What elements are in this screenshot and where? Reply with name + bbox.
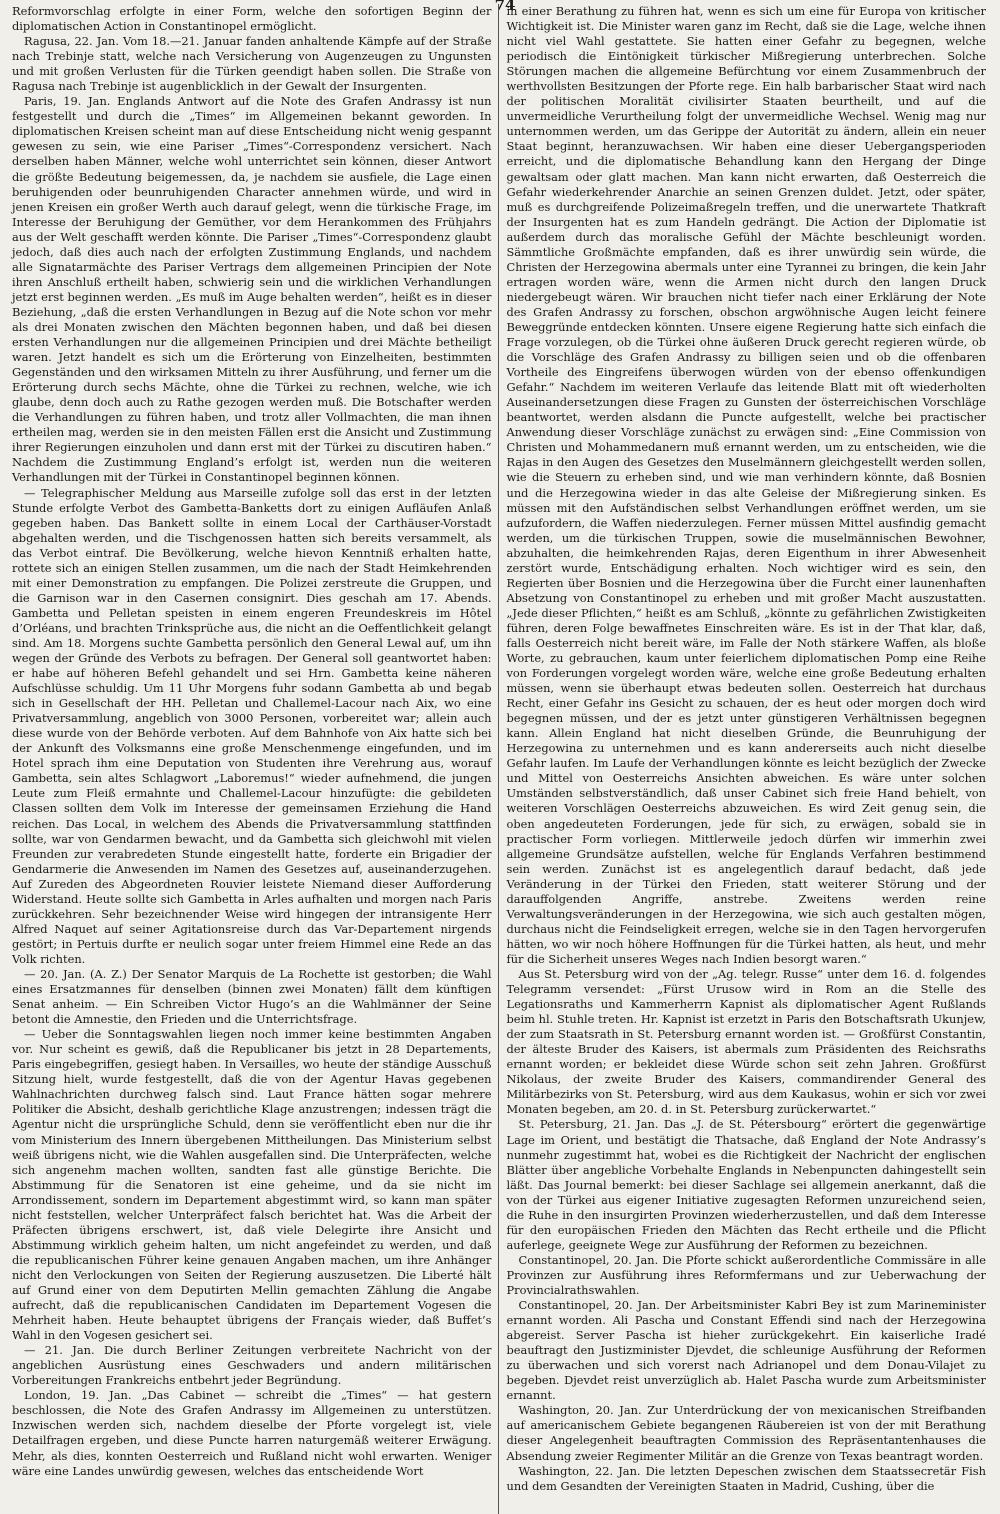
paragraph: Constantinopel, 20. Jan. Der Arbeitsminister Kabri Bey ist zum Marineminister ernannt worden. Ali Pascha und Constant Effendi sind nach der Herzegowina abgereist. Server Pascha ist hieher zurückgekehrt. Ein kaiserliche Iradé beauftragt den Justizminister Djevdet, die schleunige Ausführung der Reformen zu überwachen und sich vorerst nach Adrianopel und dem Donau-Vilajet zu begeben. Djevdet reist unverzüglich ab. Halet Pascha wurde zum Arbeitsminister ernannt.	[506, 1298, 986, 1403]
paragraph: London, 19. Jan. „Das Cabinet — schreibt die „Times“ — hat gestern beschlossen, die Note des Grafen Andrassy im Allgemeinen zu unterstützen. Inzwischen werden sich, nachdem dieselbe der Pforte vorgelegt ist, viele Detailfragen ergeben, und diese Puncte harren naturgemäß weiterer Erwägung. Mehr, als dies, konnten Oesterreich und Rußland nicht wohl erwarten. Weniger wäre eine Landes unwürdig gewesen, welches das entscheidende Wort	[12, 1388, 492, 1478]
right-column	[498, 4, 993, 1514]
paragraph: — Ueber die Sonntagswahlen liegen noch immer keine bestimmten Angaben vor. Nur scheint es gewiß, daß die Republicaner bis jetzt in 28 Departements, Paris eingebegriffen, gesiegt haben. In Versailles, wo heute der ständige Ausschuß Sitzung hielt, wurde festgestellt, daß die von der Agentur Havas gegebenen Wahlnachrichten durchweg falsch sind. Laut France hätten sogar mehrere Politiker die Absicht, deshalb gerichtliche Klage anzustrengen; indessen trägt die Agentur nicht die ursprüngliche Schuld, denn sie veröffentlicht eben nur die ihr vom Ministerium des Innern übergebenen Mittheilungen. Das Ministerium selbst weiß übrigens nicht, wie die Wahlen ausgefallen sind. Die Unterpräfecten, welche sich angenehm machen wollten, sandten fast alle günstige Berichte. Die Abstimmung für die Senatoren ist eine geheime, und da sie nicht im Arrondissement, sondern im Departement abgestimmt wird, so kann man später nicht feststellen, welcher Unterpräfect falsch berichtet hat. Was die Arbeit der Präfecten übrigens erschwert, ist, daß viele Delegirte ihre Ansicht und Abstimmung wirklich geheim halten, um nicht angefeindet zu werden, und daß die republicanischen Führer keine genauen Angaben machen, um ihre Anhänger nicht den Verlockungen von Seiten der Regierung auszusetzen. Die Liberté hält auf Grund einer von dem Deputirten Mellin gemachten Zählung die Angabe aufrecht, daß die republicanischen Candidaten im Departement Vogesen die Mehrheit haben. Heute behauptet übrigens der Français wieder, daß Buffet’s Wahl in den Vogesen gesichert sei.	[12, 1027, 492, 1343]
paragraph: Reformvorschlag erfolgte in einer Form, welche den sofortigen Beginn der diplomatischen Action in Constantinopel ermöglicht.	[12, 4, 492, 34]
paragraph: St. Petersburg, 21. Jan. Das „J. de St. Pétersbourg“ erörtert die gegenwärtige Lage im Orient, und bestätigt die Thatsache, daß England der Note Andrassy’s nunmehr zugestimmt hat, wobei es die Richtigkeit der Nachricht der englischen Blätter über angebliche Vorbehalte Englands in Nebenpuncten dahingestellt sein läßt. Das Journal bemerkt: bei dieser Sachlage sei allgemein anerkannt, daß die von der Türkei aus eigener Initiative zugesagten Reformen unzureichend seien, die Ruhe in den insurgirten Provinzen wiederherzustellen, und daß dem Interesse für den europäischen Frieden den Mächten das Recht ertheile und die Pflicht auferlege, geeignete Wege zur Ausführung der Reformen zu bezeichnen.	[506, 1117, 986, 1252]
paragraph: Ragusa, 22. Jan. Vom 18.—21. Januar fanden anhaltende Kämpfe auf der Straße nach Trebinje statt, welche nach Versicherung von Augenzeugen zu Ungunsten und mit großen Verlusten für die Türken geendigt haben sollen. Die Straße von Ragusa nach Trebinje ist augenblicklich in der Gewalt der Insurgenten.	[12, 34, 492, 94]
paragraph: Washington, 20. Jan. Zur Unterdrückung der von mexicanischen Streifbanden auf americanischem Gebiete begangenen Räubereien ist von der mit Berathung dieser Angelegenheit beauftragten Commission des Repräsentantenhauses die Absendung zweier Regimenter Militär an die Grenze von Texas beantragt worden.	[506, 1403, 986, 1463]
paragraph: Paris, 19. Jan. Englands Antwort auf die Note des Grafen Andrassy ist nun festgestellt und durch die „Times“ im Allgemeinen bekannt geworden. In diplomatischen Kreisen scheint man auf diese Entscheidung nicht wenig gespannt gewesen zu sein, wie eine Pariser „Times“-Correspondenz versichert. Nach derselben haben Männer, welche wohl unterrichtet sein können, dieser Antwort die größte Bedeutung beigemessen, da, je nachdem sie ausfiele, die Lage einen beruhigenden oder beunruhigenden Character annehmen würde, und wird in jenen Kreisen ein großer Werth auch darauf gelegt, wenn die türkische Frage, im Interesse der Beruhigung der Gemüther, vor dem Herankommen des Frühjahrs aus der Welt geschafft werden könnte. Die Pariser „Times“-Correspondenz glaubt jedoch, daß dies auch nach der erfolgten Zustimmung Englands, und nachdem alle Signatarmächte des Pariser Vertrags dem allgemeinen Principien der Note ihren Anschluß ertheilt haben, schwierig sein und die wirklichen Verhandlungen jetzt erst beginnen werden. „Es muß im Auge behalten werden“, heißt es in dieser Beziehung, „daß die ersten Verhandlungen in Bezug auf die Note schon vor mehr als drei Monaten zwischen den Mächten begonnen haben, und daß bei diesen ersten Verhandlungen nur die allgemeinen Principien und drei Mächte betheiligt waren. Jetzt handelt es sich um die Erörterung von Einzelheiten, bestimmten Gegenständen und den wirksamen Mitteln zu ihrer Ausführung, und ferner um die Erörterung durch sechs Mächte, ohne die Türkei zu rechnen, welche, wie ich glaube, denn doch auch zu Rathe gezogen werden muß. Die Botschafter werden die Verhandlungen zu führen haben, und trotz aller Vollmachten, die man ihnen ertheilen mag, werden sie in den meisten Fällen erst die Ansicht und Zustimmung ihrer Regierungen einzuholen und dann erst mit der Türkei zu discutiren haben.“ Nachdem die Zustimmung England’s erfolgt ist, werden nun die weiteren Verhandlungen mit der Türkei in Constantinopel beginnen können.	[12, 94, 492, 485]
page-number: 74	[494, 0, 516, 14]
paragraph: in einer Berathung zu führen hat, wenn es sich um eine für Europa von kritischer Wichtigkeit ist. Die Minister waren ganz im Recht, daß sie die Lage, welche ihnen nicht viel Wahl gestattete. Sie hatten einer Gefahr zu begegnen, welche periodisch die Eintönigkeit türkischer Mißregierung unterbrechen. Solche Störungen machen die allgemeine Befürchtung vor einem Zusammenbruch der werthvollsten Besitzungen der Pforte rege. Ein halb barbarischer Staat wird nach der politischen Moralität civilisirter Staaten beurtheilt, und auf die unvermeidliche Verurtheilung folgt der unvermeidliche Wechsel. Wenig mag nur unternommen werden, um das Gerippe der Autorität zu ändern, allein ein neuer Staat beginnt, heranzuwachsen. Wir haben eine dieser Uebergangsperioden erreicht, und die diplomatische Behandlung kann den Hergang der Dinge gewaltsam oder glatt machen. Man kann nicht erwarten, daß Oesterreich die Gefahr wiederkehrender Anarchie an seinen Grenzen duldet. Jetzt, oder später, muß es durchgreifende Polizeimaßregeln treffen, und die unerwartete Thatkraft der Insurgenten hat es zum Handeln gedrängt. Die Action der Diplomatie ist außerdem durch das moralische Gefühl der Mächte beschleunigt worden. Sämmtliche Großmächte empfanden, daß es ihrer unwürdig sein würde, die Christen der Herzegowina abermals unter eine Tyrannei zu bringen, die kein Jahr ertragen worden wäre, wenn die Armen nicht durch den langen Druck niedergebeugt wären. Wir brauchen nicht tiefer nach einer Erklärung der Note des Grafen Andrassy zu forschen, obschon argwöhnische Augen leicht feinere Beweggründe entdecken könnten. Unsere eigene Regierung hatte sich einfach die Frage vorzulegen, ob die Türkei ohne äußeren Druck gerecht regieren würde, ob die Vorschläge des Grafen Andrassy zu billigen seien und ob die offenbaren Vortheile des Eingreifens überwogen würden von der ebenso offenkundigen Gefahr.“ Nachdem im weiteren Verlaufe das leitende Blatt mit oft wiederholten Auseinandersetzungen diese Fragen zu Gunsten der österreichischen Vorschläge beantwortet, werden alsdann die Puncte aufgestellt, welche bei practischer Anwendung dieser Vorschläge zunächst zu erwägen sind: „Eine Commission von Christen und Mohammedanern muß ernannt werden, um zu entscheiden, wie die Rajas in den Augen des Gesetzes den Muselmännern gleichgestellt werden sollen, wie die Steuern zu erheben sind, und wie man verhindern könnte, daß Bosnien und die Herzegowina wieder in das alte Geleise der Mißregierung sinken. Es müssen mit den Aufständischen selbst Verhandlungen eröffnet werden, um sie aufzufordern, die Waffen niederzulegen. Ferner müssen Mittel ausfindig gemacht werden, um die türkischen Truppen, sowie die muselmännischen Bewohner, abzuhalten, die heimkehrenden Rajas, deren Eigenthum in ihrer Abwesenheit zerstört wurde, Entschädigung erhalten. Noch wichtiger wird es sein, den Regierten über Bosnien und die Herzegowina über die Furcht einer launenhaften Absetzung von Constantinopel zu erheben und mit großer Macht auszustatten. „Jede dieser Pflichten,“ heißt es am Schluß, „könnte zu gefährlichen Zwistigkeiten führen, deren Folge bewaffnetes Einschreiten wäre. Es ist in der That klar, daß, falls Oesterreich nicht bereit wäre, im Falle der Noth stärkere Waffen, als bloße Worte, zu gebrauchen, kaum unter feierlichem diplomatischen Pomp eine Reihe von Forderungen vorgelegt worden wäre, welche eine große Bedeutung erhalten müssen, wenn sie überhaupt etwas bedeuten sollen. Oesterreich hat durchaus Recht, einer Gefahr ins Gesicht zu schauen, der es heut oder morgen doch wird begegnen müssen, und der es jetzt unter günstigeren Verhältnissen begegnen kann. Allein England hat nicht dieselben Gründe, die Beunruhigung der Herzegowina zu unternehmen und es kann andererseits auch nicht dieselbe Gefahr laufen. Im Laufe der Verhandlungen könnte es leicht bezüglich der Zwecke und Mittel von Oesterreichs Ansichten abweichen. Es wäre unter solchen Umständen selbstverständlich, daß unser Cabinet sich freie Hand behielt, von weiteren Vorschlägen Oesterreichs abzuweichen. Es wird Zeit genug sein, die oben angedeuteten Forderungen, jede für sich, zu erwägen, sobald sie in practischer Form vorliegen. Mittlerweile jedoch dürfen wir immerhin zwei allgemeine Grundsätze aufstellen, welche für Englands Verfahren bestimmend sein werden. Zunächst ist es angelegentlich darauf bedacht, daß jede Veränderung in der Türkei den Frieden, statt weiterer Störung und der darauffolgenden Angriffe, anstrebe. Zweitens werden reine Verwaltungsveränderungen in der Herzegowina, wie sich auch gestalten mögen, durchaus nicht die Feindseligkeit erregen, welche sie in den Tagen hervorgerufen hätten, wo wir noch höhere Hoffnungen für die Türkei hatten, als heut, und mehr für die Sicherheit unseres Weges nach Indien besorgt waren.“	[506, 4, 986, 966]
paragraph: Aus St. Petersburg wird von der „Ag. telegr. Russe“ unter dem 16. d. folgendes Telegramm versendet: „Fürst Urusow wird in Rom an die Stelle des Legationsraths und Kammerherrn Kapnist als diplomatischer Agent Rußlands beim hl. Stuhle treten. Hr. Kapnist ist erzetzt in Paris den Botschaftsrath Ukunjew, der zum Staatsrath in St. Petersburg ernannt worden ist. — Großfürst Constantin, der älteste Bruder des Kaisers, ist abermals zum Präsidenten des Reichsraths ernannt worden; er bekleidet diese Würde schon seit zehn Jahren. Großfürst Nikolaus, der zweite Bruder des Kaisers, commandirender General des Militärbezirks von St. Petersburg, wird aus dem Kaukasus, wohin er sich vor zwei Monaten begeben, am 20. d. in St. Petersburg zurückerwartet.“	[506, 967, 986, 1117]
paragraph: — 20. Jan. (A. Z.) Der Senator Marquis de La Rochette ist gestorben; die Wahl eines Ersatzmannes für denselben (binnen zwei Monaten) fällt dem künftigen Senat anheim. — Ein Schreiben Victor Hugo’s an die Wahlmänner der Seine betont die Amnestie, den Frieden und die Unterrichtsfrage.	[12, 967, 492, 1027]
left-column	[10, 4, 498, 1514]
paragraph: Constantinopel, 20. Jan. Die Pforte schickt außerordentliche Commissäre in alle Provinzen zur Ausführung ihres Reformfermans und zur Ueberwachung der Provincialrathswahlen.	[506, 1252, 986, 1297]
paragraph: Washington, 22. Jan. Die letzten Depeschen zwischen dem Staatssecretär Fish und dem Gesandten der Vereinigten Staaten in Madrid, Cushing, über die	[506, 1463, 986, 1493]
paragraph: — 21. Jan. Die durch Berliner Zeitungen verbreitete Nachricht von der angeblichen Ausrüstung eines Geschwaders und andern militärischen Vorbereitungen Frankreichs entbehrt jeder Begründung.	[12, 1343, 492, 1388]
paragraph: — Telegraphischer Meldung aus Marseille zufolge soll das erst in der letzten Stunde erfolgte Verbot des Gambetta-Banketts dort zu einigen Aufläufen Anlaß gegeben haben. Das Bankett sollte in einem Local der Carthäuser-Vorstadt abgehalten werden, und die Tischgenossen hatten sich bereits versammelt, als das Verbot eintraf. Die Bevölkerung, welche hievon Kenntniß erhalten hatte, rottete sich an einigen Stellen zusammen, um die nach der Stadt Heimkehrenden mit einer Demonstration zu empfangen. Die Polizei zerstreute die Gruppen, und die Garnison war in den Casernen consignirt. Dies geschah am 17. Abends. Gambetta und Pelletan speisten in einem engeren Freundeskreis im Hôtel d’Orléans, und brachten Trinksprüche aus, die nicht an die Oeffentlichkeit gelangt sind. Am 18. Morgens suchte Gambetta persönlich den General Lewal auf, um ihn wegen der Gründe des Verbots zu befragen. Der General soll geantwortet haben: er habe auf höheren Befehl gehandelt und sei Hrn. Gambetta keine näheren Aufschlüsse schuldig. Um 11 Uhr Morgens fuhr sodann Gambetta ab und begab sich in Gesellschaft der HH. Pelletan und Challemel-Lacour nach Aix, wo eine Privatversammlung, angeblich von 3000 Personen, vorbereitet war; allein auch diese wurde von der Behörde verboten. Auf dem Bahnhofe von Aix hatte sich bei der Ankunft des Volksmanns eine große Menschenmenge eingefunden, und im Hotel sprach ihm eine Deputation von Studenten ihre Verehrung aus, worauf Gambetta, sein altes Schlagwort „Laboremus!“ wieder aufnehmend, die jungen Leute zum Fleiß ermahnte und Challemel-Lacour hinzufügte: die gebildeten Classen sollten dem Volk im Interesse der gemeinsamen Erziehung die Hand reichen. Das Local, in welchem des Abends die Privatversammlung stattfinden sollte, war von Gendarmen bewacht, und da Gambetta sich gleichwohl mit vielen Freunden zur verabredeten Stunde eingestellt hatte, forderte ein Brigadier der Gendarmerie die Anwesenden im Namen des Gesetzes auf, auseinanderzugehen. Auf Zureden des Abgeordneten Rouvier leistete Niemand dieser Aufforderung Widerstand. Heute sollte sich Gambetta in Arles aufhalten und morgen nach Paris zurückkehren. Sehr bezeichnender Weise wird hingegen der intransigente Herr Alfred Naquet auf seiner Agitationsreise durch das Var-Departement nirgends gestört; in Pertuis durfte er neulich sogar unter freiem Himmel eine Rede an das Volk richten.	[12, 485, 492, 966]
article-columns	[10, 4, 992, 1514]
